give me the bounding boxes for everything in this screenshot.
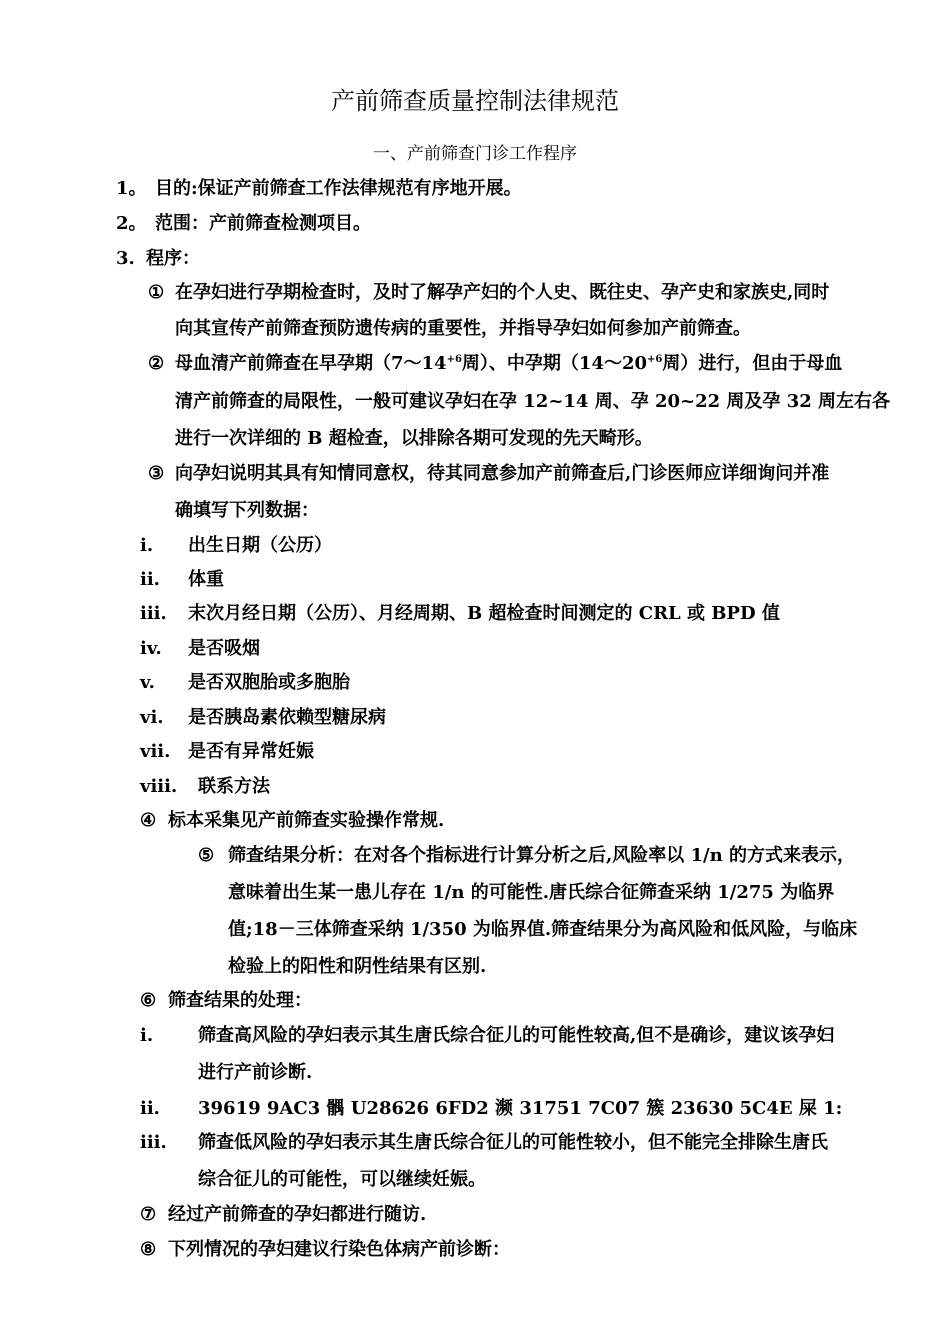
step-5-marker: ⑤ bbox=[198, 845, 215, 866]
step-1-line-2: 向其宣传产前筛查预防遗传病的重要性，并指导孕妇如何参加产前筛查。 bbox=[175, 318, 751, 339]
step-6-subitem-3-line-2: 综合征儿的可能性，可以继续妊娠。 bbox=[198, 1169, 486, 1190]
step-7-text: 经过产前筛查的孕妇都进行随访. bbox=[168, 1204, 427, 1225]
item-1-text: 目的:保证产前筛查工作法律规范有序地开展。 bbox=[155, 178, 522, 199]
step-1-marker: ① bbox=[148, 282, 165, 303]
step-5-line-3: 值;18－三体筛查采纳 1/350 为临界值.筛查结果分为高风险和低风险，与临床 bbox=[228, 919, 858, 940]
step-3-subitem-3-number: iii. bbox=[140, 603, 167, 624]
step-7-marker: ⑦ bbox=[140, 1204, 157, 1225]
step-3-subitem-2-text: 体重 bbox=[188, 569, 224, 590]
step-3-subitem-2-number: ii. bbox=[140, 569, 160, 590]
step-3-subitem-1-number: i. bbox=[140, 535, 154, 556]
step-5-line-4: 检验上的阳性和阴性结果有区别. bbox=[228, 956, 487, 977]
step-3-subitem-7-text: 是否有异常妊娠 bbox=[188, 741, 314, 762]
step-2-marker: ② bbox=[148, 353, 165, 374]
step-1-line-1: 在孕妇进行孕期检查时，及时了解孕产妇的个人史、既往史、孕产史和家族史,同时 bbox=[175, 282, 830, 303]
step-6-subitem-2-line-1: 39619 9AC3 髃 U28626 6FD2 濒 31751 7C07 簇 23630 5C4E 屎 1: bbox=[198, 1098, 843, 1119]
step-6-subitem-2-number: ii. bbox=[140, 1098, 160, 1119]
step-3-subitem-3-text: 末次月经日期（公历）、月经周期、B 超检查时间测定的 CRL 或 BPD 值 bbox=[188, 603, 780, 624]
step-3-subitem-7-number: vii. bbox=[140, 741, 171, 762]
item-3-number: 3. bbox=[116, 248, 135, 269]
step-3-subitem-8-text: 联系方法 bbox=[198, 776, 270, 797]
step-4-text: 标本采集见产前筛查实验操作常规. bbox=[168, 810, 445, 831]
step-5-line-1: 筛查结果分析：在对各个指标进行计算分析之后,风险率以 1/n 的方式来表示， bbox=[228, 845, 855, 866]
step-2-line-1: 母血清产前筛查在早孕期（$7\sim 14^{+6}$周）、中孕期（$14\sim 20^{+6}$周）进行，但由于母血 bbox=[175, 353, 843, 374]
step-5-line-2: 意味着出生某一患儿存在 1/n 的可能性.唐氏综合征筛查采纳 1/275 为临界 bbox=[228, 882, 835, 903]
step-2-line-2: 清产前筛查的局限性，一般可建议孕妇在孕 12~14 周、孕 20~22 周及孕 32 周左右各 bbox=[175, 391, 891, 412]
step-3-line-2: 确填写下列数据： bbox=[175, 500, 319, 521]
step-3-subitem-6-text: 是否胰岛素依赖型糖尿病 bbox=[188, 707, 386, 728]
step-3-subitem-8-number: viii. bbox=[140, 776, 178, 797]
step-3-subitem-1-text: 出生日期（公历） bbox=[188, 535, 332, 556]
step-3-subitem-4-text: 是否吸烟 bbox=[188, 638, 260, 659]
step-3-subitem-5-text: 是否双胞胎或多胞胎 bbox=[188, 672, 350, 693]
item-2-text: 范围：产前筛查检测项目。 bbox=[155, 213, 371, 234]
item-2-number: 2。 bbox=[116, 213, 147, 234]
step-4-marker: ④ bbox=[140, 810, 157, 831]
document-title: 产前筛查质量控制法律规范 bbox=[331, 87, 619, 115]
step-6-subitem-1-number: i. bbox=[140, 1025, 154, 1046]
step-3-subitem-4-number: iv. bbox=[140, 638, 162, 659]
step-8-marker: ⑧ bbox=[140, 1239, 157, 1260]
section-heading: 一、产前筛查门诊工作程序 bbox=[373, 144, 577, 164]
step-6-subitem-3-number: iii. bbox=[140, 1132, 167, 1153]
step-3-line-1: 向孕妇说明其具有知情同意权，待其同意参加产前筛查后,门诊医师应详细询问并准 bbox=[175, 463, 830, 484]
step-3-subitem-5-number: v. bbox=[140, 672, 155, 693]
step-6-text: 筛查结果的处理： bbox=[168, 990, 312, 1011]
step-8-text: 下列情况的孕妇建议行染色体病产前诊断： bbox=[168, 1239, 510, 1260]
step-3-marker: ③ bbox=[148, 463, 165, 484]
item-3-text: 程序： bbox=[146, 248, 200, 269]
step-6-subitem-1-line-2: 进行产前诊断. bbox=[198, 1062, 313, 1083]
item-1-number: 1。 bbox=[116, 178, 147, 199]
step-6-subitem-3-line-1: 筛查低风险的孕妇表示其生唐氏综合征儿的可能性较小，但不能完全排除生唐氏 bbox=[198, 1132, 828, 1153]
step-3-subitem-6-number: vi. bbox=[140, 707, 164, 728]
step-2-line-3: 进行一次详细的 B 超检查，以排除各期可发现的先天畸形。 bbox=[175, 428, 653, 449]
step-6-marker: ⑥ bbox=[140, 990, 157, 1011]
step-6-subitem-1-line-1: 筛查高风险的孕妇表示其生唐氏综合征儿的可能性较高,但不是确诊，建议该孕妇 bbox=[198, 1025, 835, 1046]
